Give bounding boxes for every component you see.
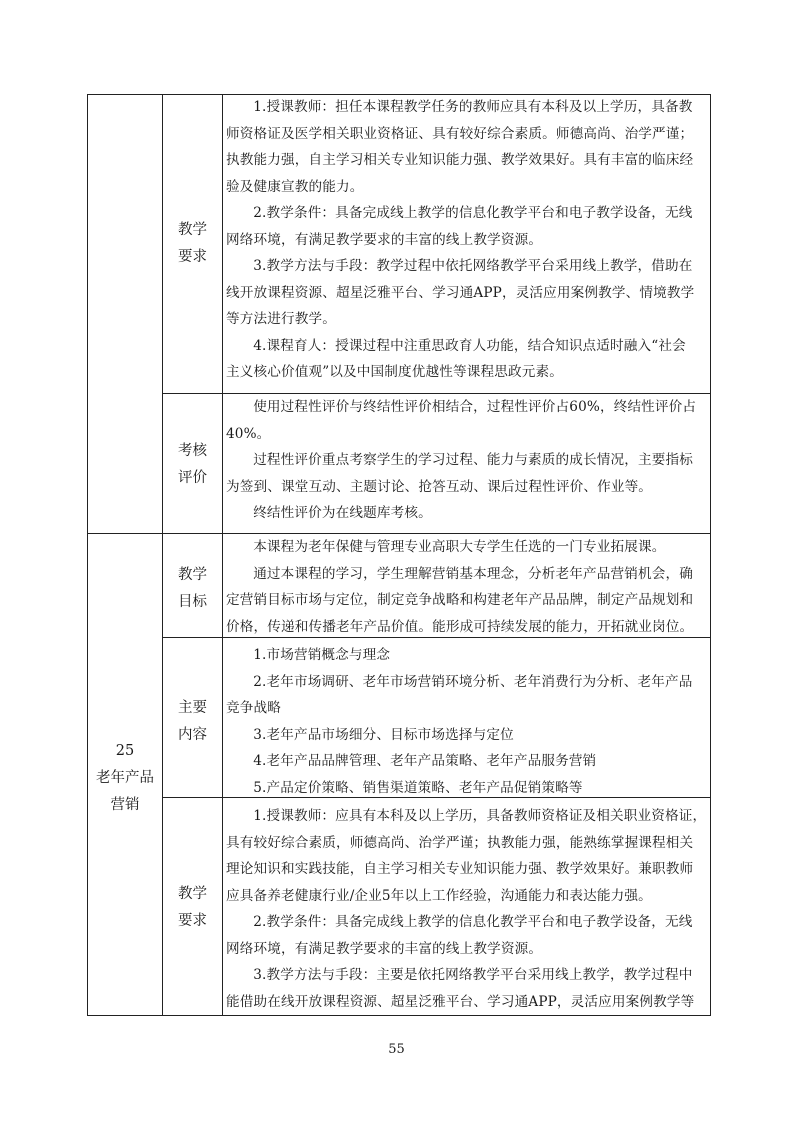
text-line: 2.老年市场调研、老年市场营销环境分析、老年消费行为分析、老年产品	[253, 673, 693, 690]
text-line: 理论知识和实践技能，自主学习相关专业知识能力强、教学效果好。兼职教师	[226, 861, 694, 877]
text-line: 主义核心价值观”以及中国制度优越性等课程思政元素。	[226, 364, 563, 380]
text-line: 网络环境，有满足教学要求的丰富的线上教学资源。	[226, 231, 543, 248]
text-line: 3.教学方法与手段：教学过程中依托网络教学平台采用线上教学，借助在	[253, 258, 693, 274]
text-line: 4.老年产品品牌管理、老年产品策略、老年产品服务营销	[253, 753, 597, 769]
text-line: 价格，传递和传播老年产品价值。能形成可持续发展的能力，开拓就业岗位。	[226, 618, 694, 635]
text-line: 过程性评价重点考察学生的学习过程、能力与素质的成长情况，主要指标	[253, 452, 693, 468]
teaching-requirements-1-text	[226, 94, 707, 386]
text-line: 执教能力强，自主学习相关专业知识能力强、教学效果好。具有丰富的临床经	[226, 152, 694, 168]
label-main-content: 主要 内容	[178, 700, 207, 743]
text-line: 竞争战略	[226, 700, 281, 716]
text-line: 5.产品定价策略、销售渠道策略、老年产品促销策略等	[253, 779, 583, 796]
text-line: 等方法进行教学。	[226, 311, 336, 327]
label-teaching-goals: 教学 目标	[178, 567, 207, 610]
text-line: 4.课程育人：授课过程中注重思政育人功能，结合知识点适时融入“社会	[253, 337, 686, 354]
text-line: 验及健康宣教的能力。	[226, 178, 364, 195]
assessment-text	[226, 394, 707, 527]
text-line: 1.市场营销概念与理念	[253, 647, 391, 663]
text-line: 通过本课程的学习，学生理解营销基本理念，分析老年产品营销机会，确	[253, 565, 693, 582]
text-line: 终结性评价为在线题库考核。	[253, 505, 432, 521]
text-line: 2.教学条件：具备完成线上教学的信息化教学平台和电子教学设备，无线	[253, 205, 693, 221]
teaching-goals-text	[226, 534, 707, 640]
text-line: 3.老年产品市场细分、目标市场选择与定位	[253, 726, 514, 743]
text-line: 1.授课教师：担任本课程教学任务的教师应具有本科及以上学历，具备教	[253, 99, 693, 115]
text-line: 能借助在线开放课程资源、超星泛雅平台、学习通APP，灵活应用案例教学等	[226, 993, 695, 1010]
text-line: 为签到、课堂互动、主题讨论、抢答互动、课后过程性评价、作业等。	[226, 478, 653, 495]
label-assessment: 考核 评价	[178, 443, 207, 486]
course-name-cell	[88, 738, 162, 819]
text-line: 2.教学条件：具备完成线上教学的信息化教学平台和电子教学设备，无线	[253, 914, 693, 930]
main-content-text	[226, 642, 707, 801]
teaching-requirements-2-text	[226, 803, 707, 1015]
course-name-line1: 老年产品	[96, 770, 154, 786]
text-line: 1.授课教师：应具有本科及以上学历，具备教师资格证及相关职业资格证，	[253, 808, 707, 824]
text-line: 师资格证及医学相关职业资格证、具有较好综合素质。师德高尚、治学严谨；	[226, 125, 694, 142]
text-line: 40%。	[226, 425, 271, 442]
text-line: 使用过程性评价与终结性评价相结合，过程性评价占60%，终结性评价占	[253, 399, 697, 415]
label-teaching-requirements-1: 教学 要求	[178, 222, 207, 265]
text-line: 3.教学方法与手段：主要是依托网络教学平台采用线上教学，教学过程中	[253, 967, 693, 983]
text-line: 应具备养老健康行业/企业5年以上工作经验，沟通能力和表达能力强。	[226, 887, 652, 904]
course-name-line2: 营销	[110, 797, 140, 813]
text-line: 定营销目标市场与定位，制定竞争战略和构建老年产品品牌，制定产品规划和	[226, 592, 694, 608]
text-line: 网络环境，有满足教学要求的丰富的线上教学资源。	[226, 940, 543, 957]
text-line: 具有较好综合素质，师德高尚、治学严谨；执教能力强，能熟练掌握课程相关	[226, 834, 694, 851]
page-number: 55	[388, 1042, 405, 1057]
label-teaching-requirements-2: 教学 要求	[178, 886, 207, 929]
text-line: 线开放课程资源、超星泛雅平台、学习通APP，灵活应用案例教学、情境教学	[226, 284, 695, 301]
text-line: 本课程为老年保健与管理专业高职大专学生任选的一门专业拓展课。	[253, 539, 666, 555]
table-col-divider-2	[222, 94, 223, 1016]
course-number: 25	[115, 743, 135, 759]
